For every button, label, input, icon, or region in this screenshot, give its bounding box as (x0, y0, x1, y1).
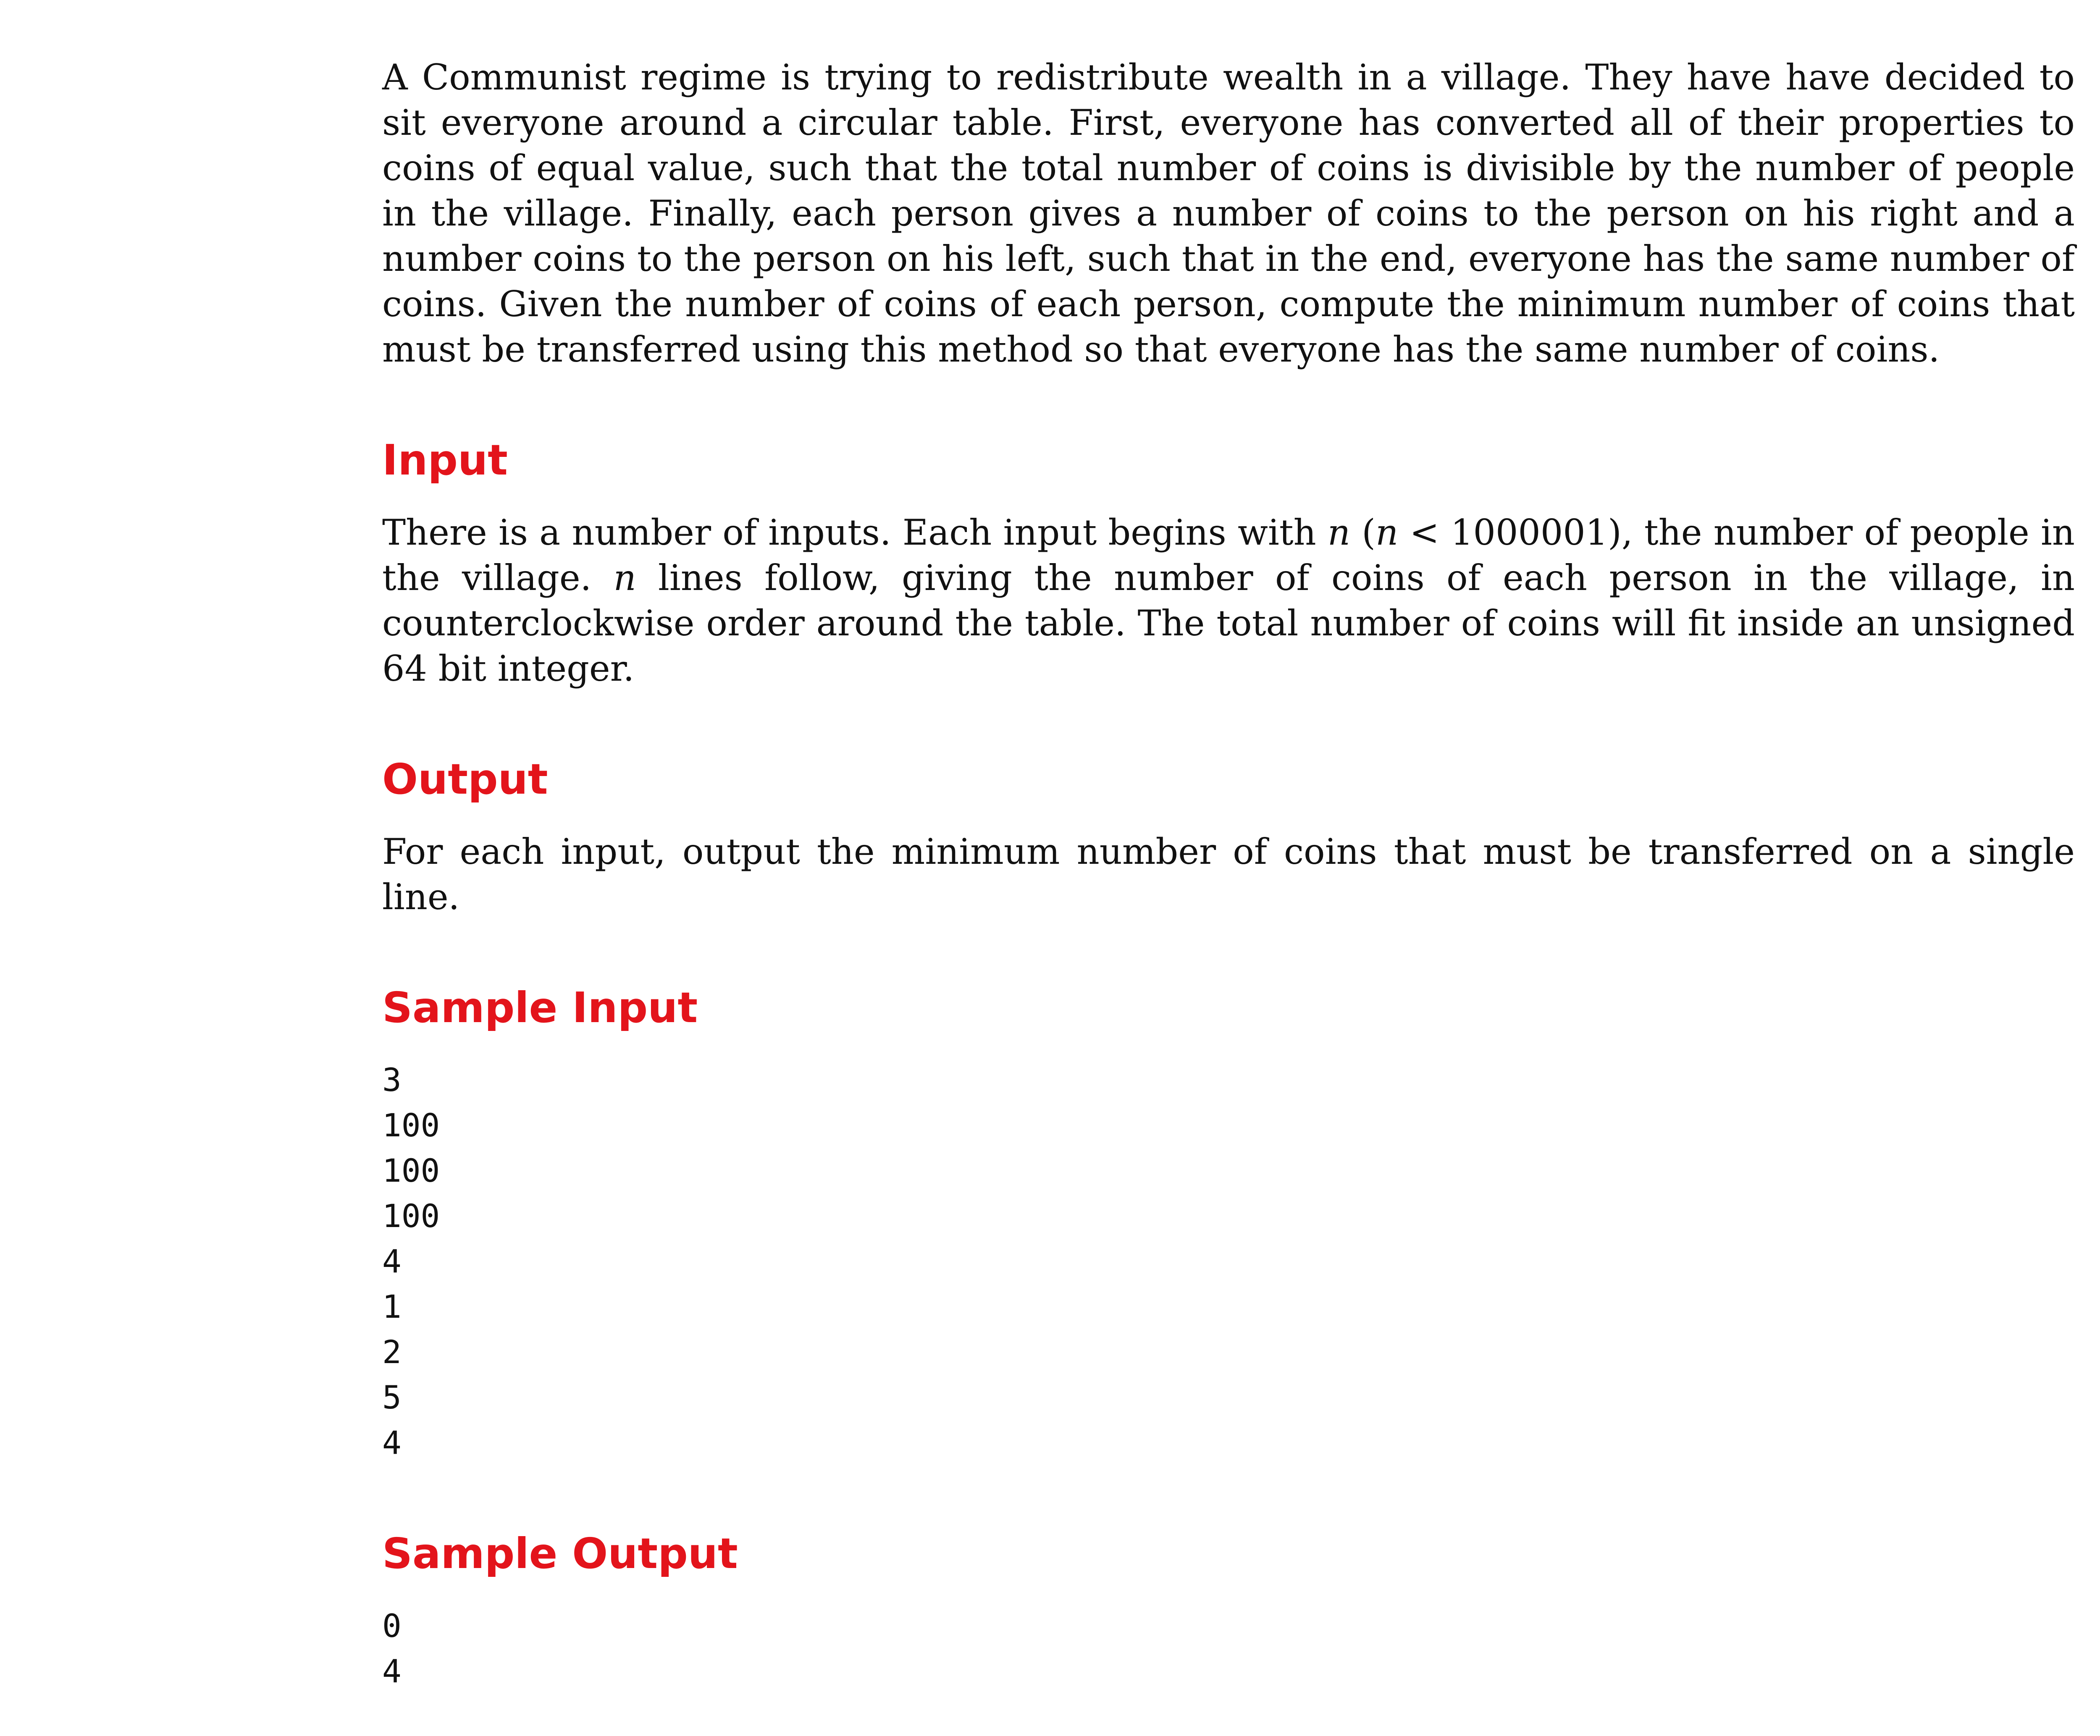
sample-input-heading: Sample Input (382, 983, 698, 1032)
input-paragraph (382, 510, 2075, 691)
sample-output-line: 0 (382, 1607, 402, 1644)
output-paragraph: For each input, output the minimum number of coins that must be transferred on a single line. (382, 831, 2075, 918)
input-var-n: n (1327, 512, 1351, 553)
input-text-condition: < 1000001), the number of people in the village. (382, 512, 2075, 598)
sample-input-line: 2 (382, 1333, 402, 1371)
sample-output-line: 4 (382, 1652, 402, 1690)
sample-input-line: 3 (382, 1061, 402, 1099)
sample-input-line: 1 (382, 1288, 402, 1325)
sample-input-line: 100 (382, 1107, 440, 1144)
sample-output-list (382, 1603, 2075, 1694)
input-heading: Input (382, 435, 508, 485)
sample-input-line: 100 (382, 1152, 440, 1189)
sample-input-line: 5 (382, 1379, 402, 1416)
sample-input-line: 4 (382, 1424, 402, 1461)
input-var-n3: n (613, 557, 636, 598)
intro-paragraph: A Communist regime is trying to redistribute wealth in a village. They have have decided to sit everyone around a circular table. First, everyone has converted all of their properties to coins of equal value, such that the total number of coins is divisible by the number of people in the village. Finally, each person gives a number of coins to the person on his right and a number coins to the person on his left, such that in the end, everyone has the same number of coins. Given the number of coins of each person, compute the minimum number of coins that must be transferred using this method so that everyone has the same number of coins. (382, 57, 2075, 370)
sample-input-line: 100 (382, 1197, 440, 1235)
sample-input-line: 4 (382, 1243, 402, 1280)
output-heading: Output (382, 755, 548, 804)
sample-input-list (382, 1057, 2075, 1466)
input-text-part2: lines follow, giving the number of coins of each person in the village, in counterclockwise order around the table. The total number of coins will fit inside an unsigned 64 bit integer. (382, 557, 2075, 689)
input-var-n2: n (1376, 512, 1399, 553)
input-text-part1: There is a number of inputs. Each input begins with (382, 512, 1328, 553)
input-text-paren: ( (1350, 512, 1376, 553)
problem-statement (382, 55, 2075, 1694)
sample-output-heading: Sample Output (382, 1529, 738, 1578)
